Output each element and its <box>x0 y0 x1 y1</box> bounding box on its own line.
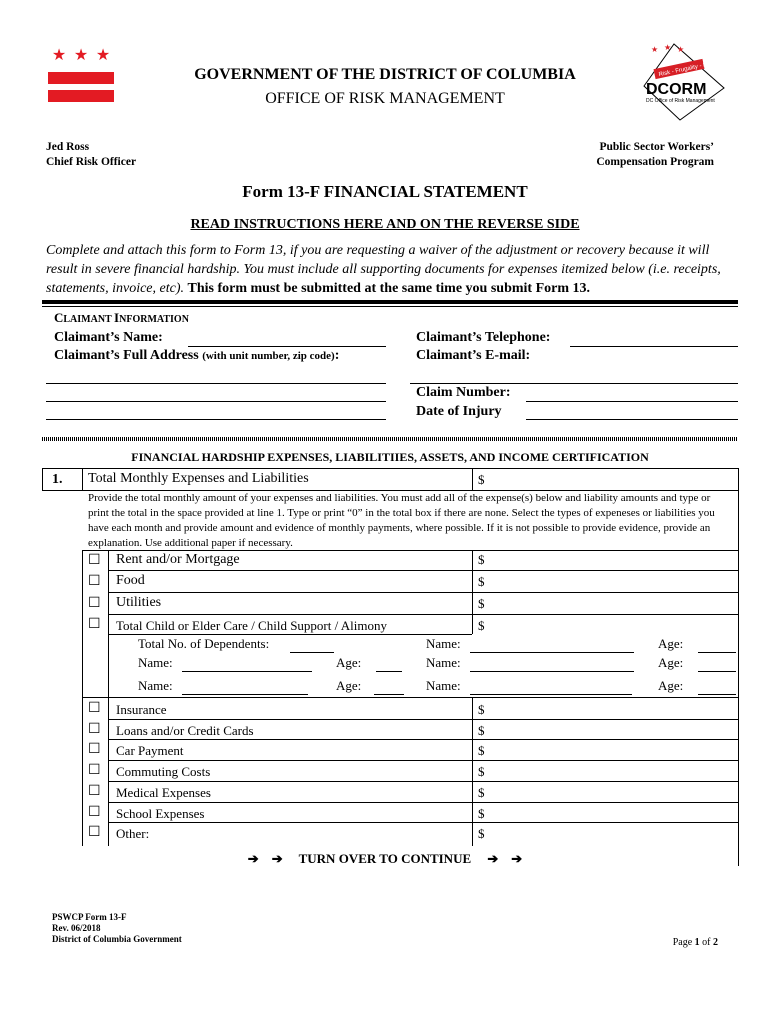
section-financial-title: FINANCIAL HARDSHIP EXPENSES, LIABILITIIES, ASSETS, AND INCOME CERTIFICATION <box>131 450 649 464</box>
item-child-care: Total Child or Elder Care / Child Support / Alimony <box>116 618 387 633</box>
dep-age-field[interactable] <box>698 671 736 672</box>
dollar-food[interactable]: $ <box>478 574 485 589</box>
checkbox-item[interactable]: ☐ <box>88 701 101 716</box>
claim-number-field[interactable] <box>526 401 738 402</box>
dep-age-field[interactable] <box>698 694 736 695</box>
expense-amount-field[interactable]: $ <box>478 785 485 800</box>
checkbox-item[interactable]: ☐ <box>88 825 101 840</box>
telephone-field[interactable] <box>570 346 738 347</box>
dep-age-field[interactable] <box>698 652 736 653</box>
row-sep <box>82 697 738 698</box>
dep-name-label: Name: <box>426 655 461 670</box>
checkbox-item[interactable]: ☐ <box>88 805 101 820</box>
logo-tagline: Risk - Frugality - Partners <box>658 58 726 79</box>
date-of-injury-label: Date of Injury <box>416 404 502 419</box>
dep-age-label: Age: <box>336 655 362 670</box>
dep-age-label: Age: <box>658 678 684 693</box>
item-rent: Rent and/or Mortgage <box>116 552 240 567</box>
dependents-label: Total No. of Dependents: <box>138 636 270 651</box>
dep-age-field[interactable] <box>374 694 404 695</box>
expense-item-label: Commuting Costs <box>116 764 211 779</box>
officer-title: Chief Risk Officer <box>46 156 137 168</box>
items-left-border <box>82 550 83 846</box>
officer-name: Jed Ross <box>46 141 90 153</box>
claimant-name-field[interactable] <box>188 346 386 347</box>
table-top-border <box>42 468 738 469</box>
program-block <box>596 140 714 170</box>
address-line-3[interactable] <box>46 419 386 420</box>
office-title: OFFICE OF RISK MANAGEMENT <box>265 90 505 107</box>
footer-block <box>52 912 182 945</box>
read-instructions: READ INSTRUCTIONS HERE AND ON THE REVERSE SIDE <box>190 217 580 232</box>
instructions <box>46 241 736 298</box>
expense-amount-field[interactable]: $ <box>478 723 485 738</box>
footer-rev: Rev. 06/2018 <box>52 923 101 933</box>
officer-block <box>46 140 136 170</box>
logo-subtext: DC Office of Risk Management <box>646 98 715 104</box>
dollar-child-care[interactable]: $ <box>478 618 485 633</box>
claimant-telephone-label: Claimant’s Telephone: <box>416 330 551 345</box>
divider-thin <box>42 306 738 307</box>
checkbox-child-care[interactable]: ☐ <box>88 617 101 632</box>
item-utilities: Utilities <box>116 595 162 610</box>
row1-dollar[interactable]: $ <box>478 472 485 487</box>
expense-amount-field[interactable]: $ <box>478 806 485 821</box>
arrow-right-icon: ➔ <box>487 851 499 866</box>
dep-age-field[interactable] <box>376 671 402 672</box>
footer-org: District of Columbia Government <box>52 934 182 944</box>
page-number: Page 1 of 2 <box>672 937 718 948</box>
expense-item-label: Car Payment <box>116 743 184 758</box>
section-claimant-info: CLAIMANT INFORMATION <box>54 310 189 325</box>
checkbox-item[interactable]: ☐ <box>88 722 101 737</box>
expense-amount-field[interactable]: $ <box>478 764 485 779</box>
logo-text: DCORM <box>646 81 707 98</box>
row-sep <box>108 719 738 720</box>
claim-number-label: Claim Number: <box>416 385 511 400</box>
address-line-2[interactable] <box>46 401 386 402</box>
claimant-email-label: Claimant’s E-mail: <box>416 348 531 363</box>
amount-col-border <box>472 468 473 490</box>
program-line1: Public Sector Workers’ <box>599 141 714 153</box>
row-sep <box>108 739 738 740</box>
table-right-border <box>738 468 739 866</box>
desc-bottom <box>82 550 738 551</box>
expense-item-label: Other: <box>116 826 150 841</box>
dollar-utilities[interactable]: $ <box>478 596 485 611</box>
gov-title: GOVERNMENT OF THE DISTRICT OF COLUMBIA <box>194 66 576 83</box>
expense-item-label: Medical Expenses <box>116 785 211 800</box>
dependents-count-field[interactable] <box>290 652 334 653</box>
dollar-rent[interactable]: $ <box>478 552 485 567</box>
svg-text:★: ★ <box>677 45 685 54</box>
checkbox-item[interactable]: ☐ <box>88 742 101 757</box>
dep-age-label: Age: <box>658 636 684 651</box>
expense-amount-field[interactable]: $ <box>478 826 485 841</box>
expense-amount-field[interactable]: $ <box>478 702 485 717</box>
turn-over-continue <box>0 851 770 867</box>
table-left-border <box>42 468 43 490</box>
expense-item-label: Loans and/or Credit Cards <box>116 723 254 738</box>
instructions-bold: This form must be submitted at the same time you submit Form 13. <box>187 281 590 296</box>
svg-text:★: ★ <box>664 43 672 52</box>
claimant-address-label: Claimant’s Full Address (with unit number, zip code): <box>54 348 340 363</box>
instructions-italic: Complete and attach this form to Form 13, if you are requesting a waiver of the adjustment or recovery because it will result in severe financial hardship. You must include all supporting documents for expenses itemized below (i.e. receipts, statements, invoice, etc). <box>46 243 721 296</box>
dep-name-label: Name: <box>138 678 173 693</box>
dep-name-field[interactable] <box>470 694 632 695</box>
row1-description: Provide the total monthly amount of your expenses and liabilities. You must add all of the expense(s) below and liability amounts and type or print the total in the space provided at line 1. Type or print “0” in the total box if there are none. Select the types of expeneses or liabilities you have each month and provide amount and evidence of monthly payments, where possible. If it is not possible to provide evidence, provide an explanation. Use additional paper if necessary. <box>88 492 715 549</box>
divider-thick <box>42 300 738 304</box>
dep-age-label: Age: <box>658 655 684 670</box>
row-sep <box>108 634 472 635</box>
row-sep <box>108 760 738 761</box>
form-title: Form 13-F FINANCIAL STATEMENT <box>242 182 528 201</box>
checkbox-food[interactable]: ☐ <box>88 574 101 589</box>
row1-number: 1. <box>52 472 63 487</box>
row1-label: Total Monthly Expenses and Liabilities <box>88 471 309 486</box>
row-sep <box>108 781 738 782</box>
checkbox-utilities[interactable]: ☐ <box>88 596 101 611</box>
claimant-name-label: Claimant’s Name: <box>54 330 163 345</box>
expense-item-label: Insurance <box>116 702 167 717</box>
dep-name-field[interactable] <box>470 671 634 672</box>
dep-name-field[interactable] <box>470 652 634 653</box>
arrow-right-icon: ➔ <box>271 851 283 866</box>
arrow-right-icon: ➔ <box>247 851 259 866</box>
dep-name-field[interactable] <box>182 694 308 695</box>
date-of-injury-field[interactable] <box>526 419 738 420</box>
row-sep <box>108 570 738 571</box>
row-sep <box>108 802 738 803</box>
program-line2: Compensation Program <box>596 156 714 168</box>
dep-age-label: Age: <box>336 678 362 693</box>
turn-over-text: TURN OVER TO CONTINUE <box>298 851 472 866</box>
checkbox-item[interactable]: ☐ <box>88 763 101 778</box>
row-sep <box>108 592 738 593</box>
dep-name-label: Name: <box>426 678 461 693</box>
divider-hatched <box>42 437 738 441</box>
expense-amount-field[interactable]: $ <box>478 743 485 758</box>
row-sep <box>108 614 738 615</box>
row-sep <box>108 822 738 823</box>
item-food: Food <box>116 573 145 588</box>
dep-name-label: Name: <box>138 655 173 670</box>
dc-flag-logo: ★ ★ ★ <box>48 48 114 104</box>
email-field[interactable] <box>410 383 738 384</box>
svg-text:★: ★ <box>651 45 659 54</box>
checkbox-rent[interactable]: ☐ <box>88 553 101 568</box>
dep-name-label: Name: <box>426 636 461 651</box>
footer-form-id: PSWCP Form 13-F <box>52 912 127 922</box>
address-line-1[interactable] <box>46 383 386 384</box>
arrow-right-icon: ➔ <box>511 851 523 866</box>
dep-name-field[interactable] <box>182 671 312 672</box>
checkbox-item[interactable]: ☐ <box>88 784 101 799</box>
num-col-border <box>82 468 83 490</box>
expense-item-label: School Expenses <box>116 806 205 821</box>
